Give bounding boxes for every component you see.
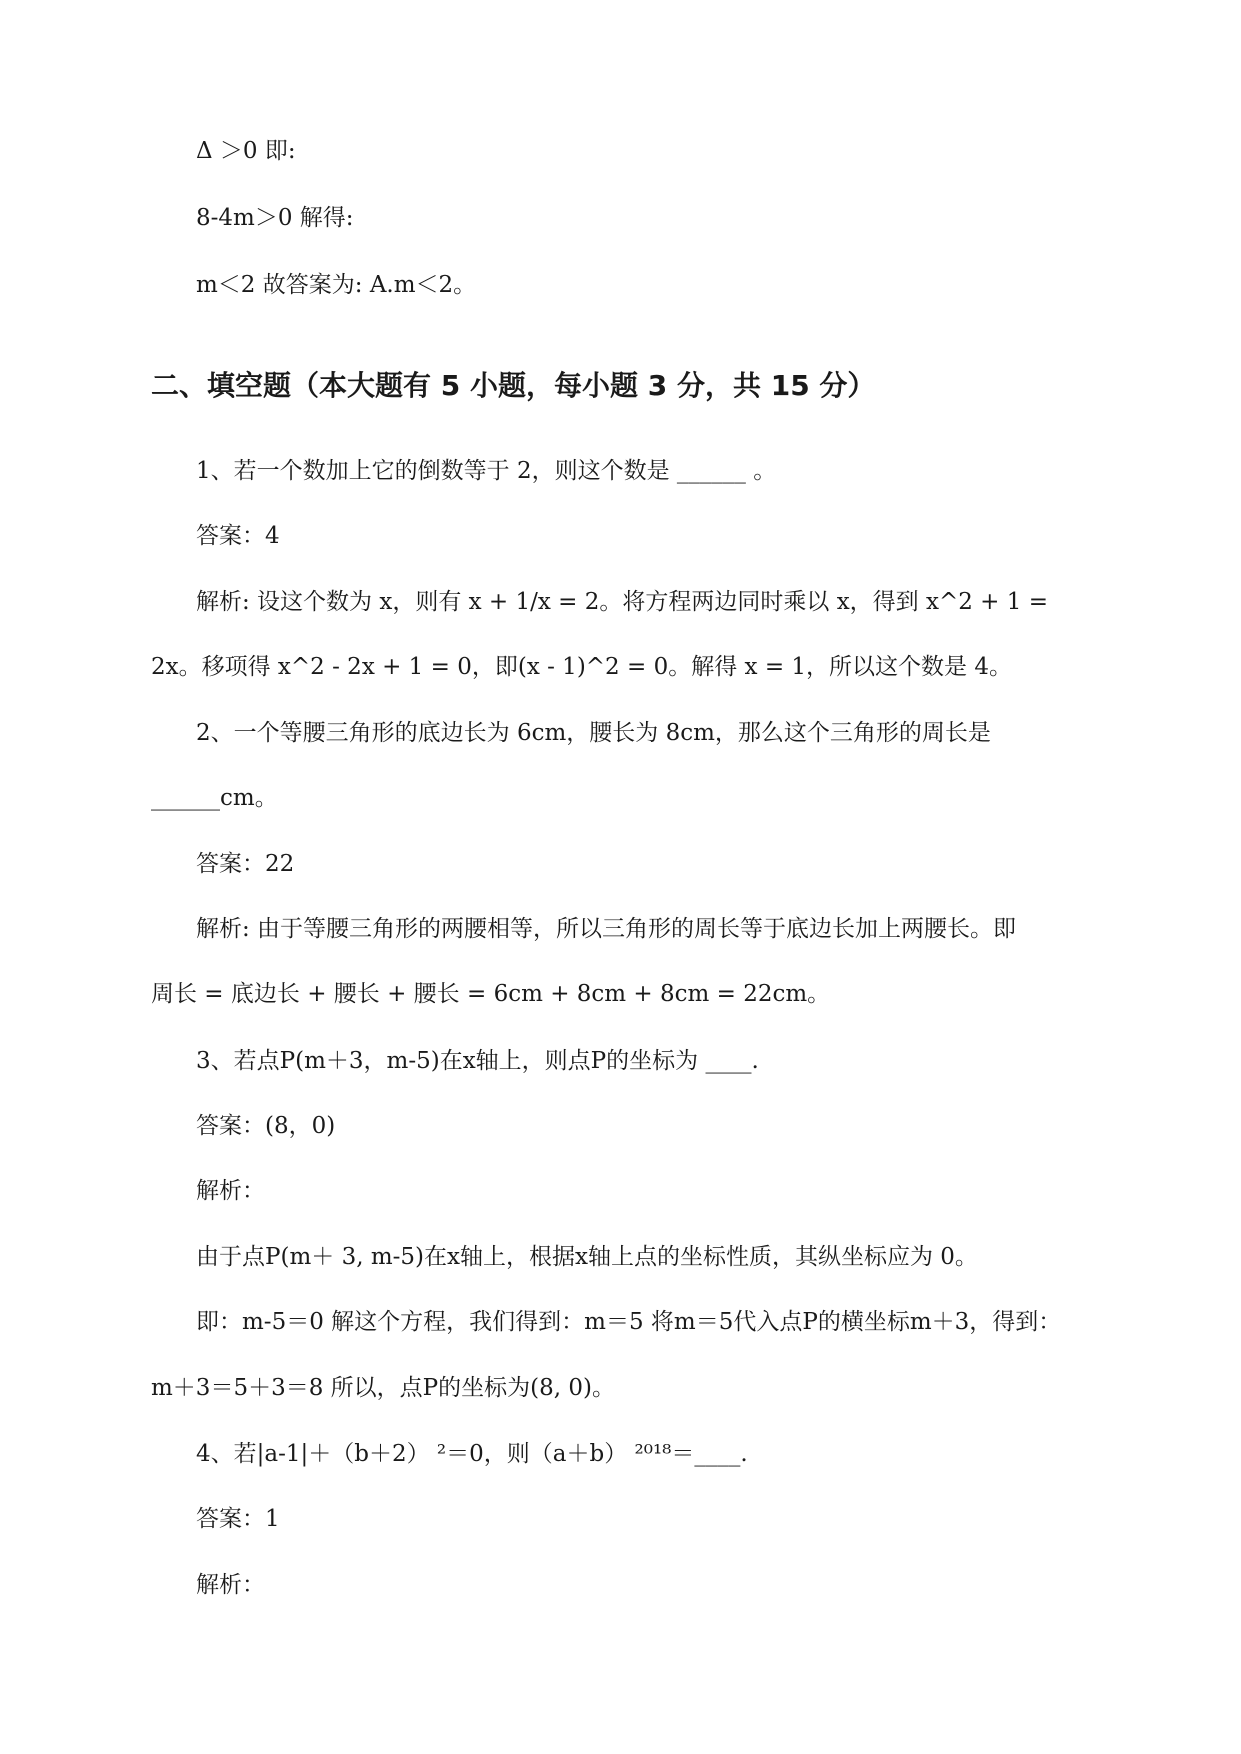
- text-line: m＜2 故答案为: A.m＜2。: [196, 272, 477, 298]
- analysis-text: m＋3＝5＋3＝8 所以，点P的坐标为(8, 0)。: [151, 1375, 615, 1401]
- analysis-text: 解析: 设这个数为 x，则有 x + 1/x = 2。将方程两边同时乘以 x，得到 x^2 + 1 =: [196, 589, 1048, 615]
- section-heading: 二、填空题（本大题有 5 小题，每小题 3 分，共 15 分）: [151, 369, 876, 402]
- answer-text: 答案：4: [196, 523, 280, 549]
- question-text: ______cm。: [151, 785, 278, 811]
- analysis-text: 2x。移项得 x^2 - 2x + 1 = 0，即(x - 1)^2 = 0。解得 x = 1，所以这个数是 4。: [151, 654, 1012, 680]
- analysis-text: 解析：: [196, 1178, 265, 1204]
- question-text: 1、若一个数加上它的倒数等于 2，则这个数是 ______ 。: [196, 458, 777, 484]
- text-line: Δ ＞0 即:: [196, 138, 296, 164]
- answer-text: 答案：(8，0): [196, 1113, 336, 1139]
- analysis-text: 由于点P(m＋ 3, m-5)在x轴上，根据x轴上点的坐标性质，其纵坐标应为 0。: [196, 1244, 978, 1270]
- answer-text: 答案：22: [196, 851, 295, 877]
- question-text: 2、一个等腰三角形的底边长为 6cm，腰长为 8cm，那么这个三角形的周长是: [196, 720, 991, 746]
- text-line: 8-4m＞0 解得:: [196, 205, 354, 231]
- analysis-text: 解析: 由于等腰三角形的两腰相等，所以三角形的周长等于底边长加上两腰长。即: [196, 916, 1017, 942]
- analysis-text: 即：m-5＝0 解这个方程，我们得到：m＝5 将m＝5代入点P的横坐标m＋3，得到：: [196, 1309, 1062, 1335]
- question-text: 4、若|a-1|＋（b＋2） ²＝0，则（a＋b） ²⁰¹⁸＝____.: [196, 1441, 748, 1467]
- question-text: 3、若点P(m＋3，m-5)在x轴上，则点P的坐标为 ____.: [196, 1048, 759, 1074]
- answer-text: 答案：1: [196, 1506, 280, 1532]
- analysis-text: 周长 = 底边长 + 腰长 + 腰长 = 6cm + 8cm + 8cm = 22cm。: [151, 981, 831, 1007]
- analysis-text: 解析：: [196, 1572, 265, 1598]
